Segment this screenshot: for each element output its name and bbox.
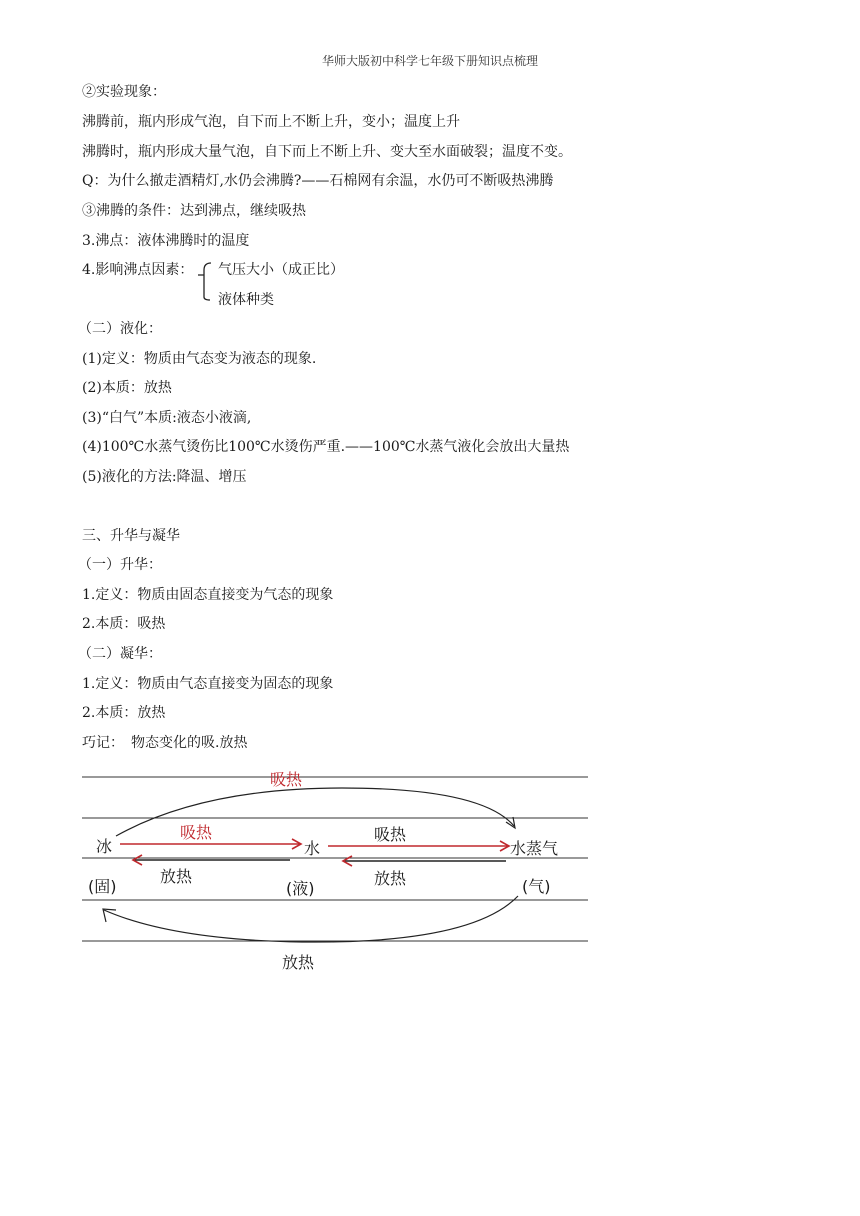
liquefaction-heading: （二）液化： <box>78 321 162 337</box>
brace-item-pressure: 气压大小（成正比） <box>218 262 344 278</box>
solid-label: (固) <box>88 877 117 896</box>
sublimation-essence: 2.本质：吸热 <box>82 616 166 632</box>
page-header: 华师大版初中科学七年级下册知识点梳理 <box>321 54 538 68</box>
release-bottom-label: 放热 <box>282 953 315 972</box>
steam-burn-text: (4)100℃水蒸气烫伤比100℃水烫伤严重.——100℃水蒸气液化会放出大量热 <box>82 439 570 455</box>
desublimation-essence: 2.本质：放热 <box>82 705 166 721</box>
release-left-label: 放热 <box>160 867 193 886</box>
white-gas-essence: (3)“白气”本质:液态小液滴, <box>82 410 252 426</box>
brace <box>196 258 216 304</box>
desublimation-definition: 1.定义：物质由气态直接变为固态的现象 <box>82 676 334 692</box>
liquid-label: (液) <box>286 879 315 898</box>
sublimation-heading: （一）升华： <box>78 557 162 573</box>
liquefaction-methods: (5)液化的方法:降温、增压 <box>82 469 247 485</box>
boiling-factors-label: 4.影响沸点因素： <box>82 262 194 278</box>
phase-change-diagram <box>82 764 592 976</box>
gas-label: (气) <box>522 877 551 896</box>
sublimation-definition: 1.定义：物质由固态直接变为气态的现象 <box>82 587 334 603</box>
liquefaction-essence: (2)本质：放热 <box>82 380 172 396</box>
top-arc-arrow <box>116 788 514 836</box>
question-text: Q：为什么撤走酒精灯,水仍会沸腾?——石棉网有余温，水仍可不断吸热沸腾 <box>82 173 554 189</box>
boiling-condition-text: ③沸腾的条件：达到沸点，继续吸热 <box>82 203 306 219</box>
release-right-label: 放热 <box>374 869 407 888</box>
liquefaction-definition: (1)定义：物质由气态变为液态的现象. <box>82 351 317 367</box>
during-boiling-text: 沸腾时，瓶内形成大量气泡，自下而上不断上升、变大至水面破裂；温度不变。 <box>82 144 572 160</box>
absorb-left-label: 吸热 <box>180 823 213 842</box>
desublimation-heading: （二）凝华： <box>78 646 162 662</box>
absorb-top-label: 吸热 <box>270 770 303 789</box>
absorb-right-label: 吸热 <box>374 825 407 844</box>
section-sublimation-title: 三、升华与凝华 <box>82 528 180 544</box>
mnemonic-text: 巧记： 物态变化的吸.放热 <box>82 735 248 751</box>
water-label: 水 <box>304 839 321 858</box>
before-boiling-text: 沸腾前，瓶内形成气泡，自下而上不断上升，变小；温度上升 <box>82 114 460 130</box>
brace-item-liquid-type: 液体种类 <box>218 292 274 308</box>
ruled-lines <box>82 777 588 941</box>
bottom-arc-arrow <box>104 896 518 942</box>
ice-label: 冰 <box>96 837 113 856</box>
vapor-label: 水蒸气 <box>510 839 559 858</box>
experiment-phenomena-heading: ②实验现象： <box>82 84 166 100</box>
boiling-point-text: 3.沸点：液体沸腾时的温度 <box>82 233 250 249</box>
